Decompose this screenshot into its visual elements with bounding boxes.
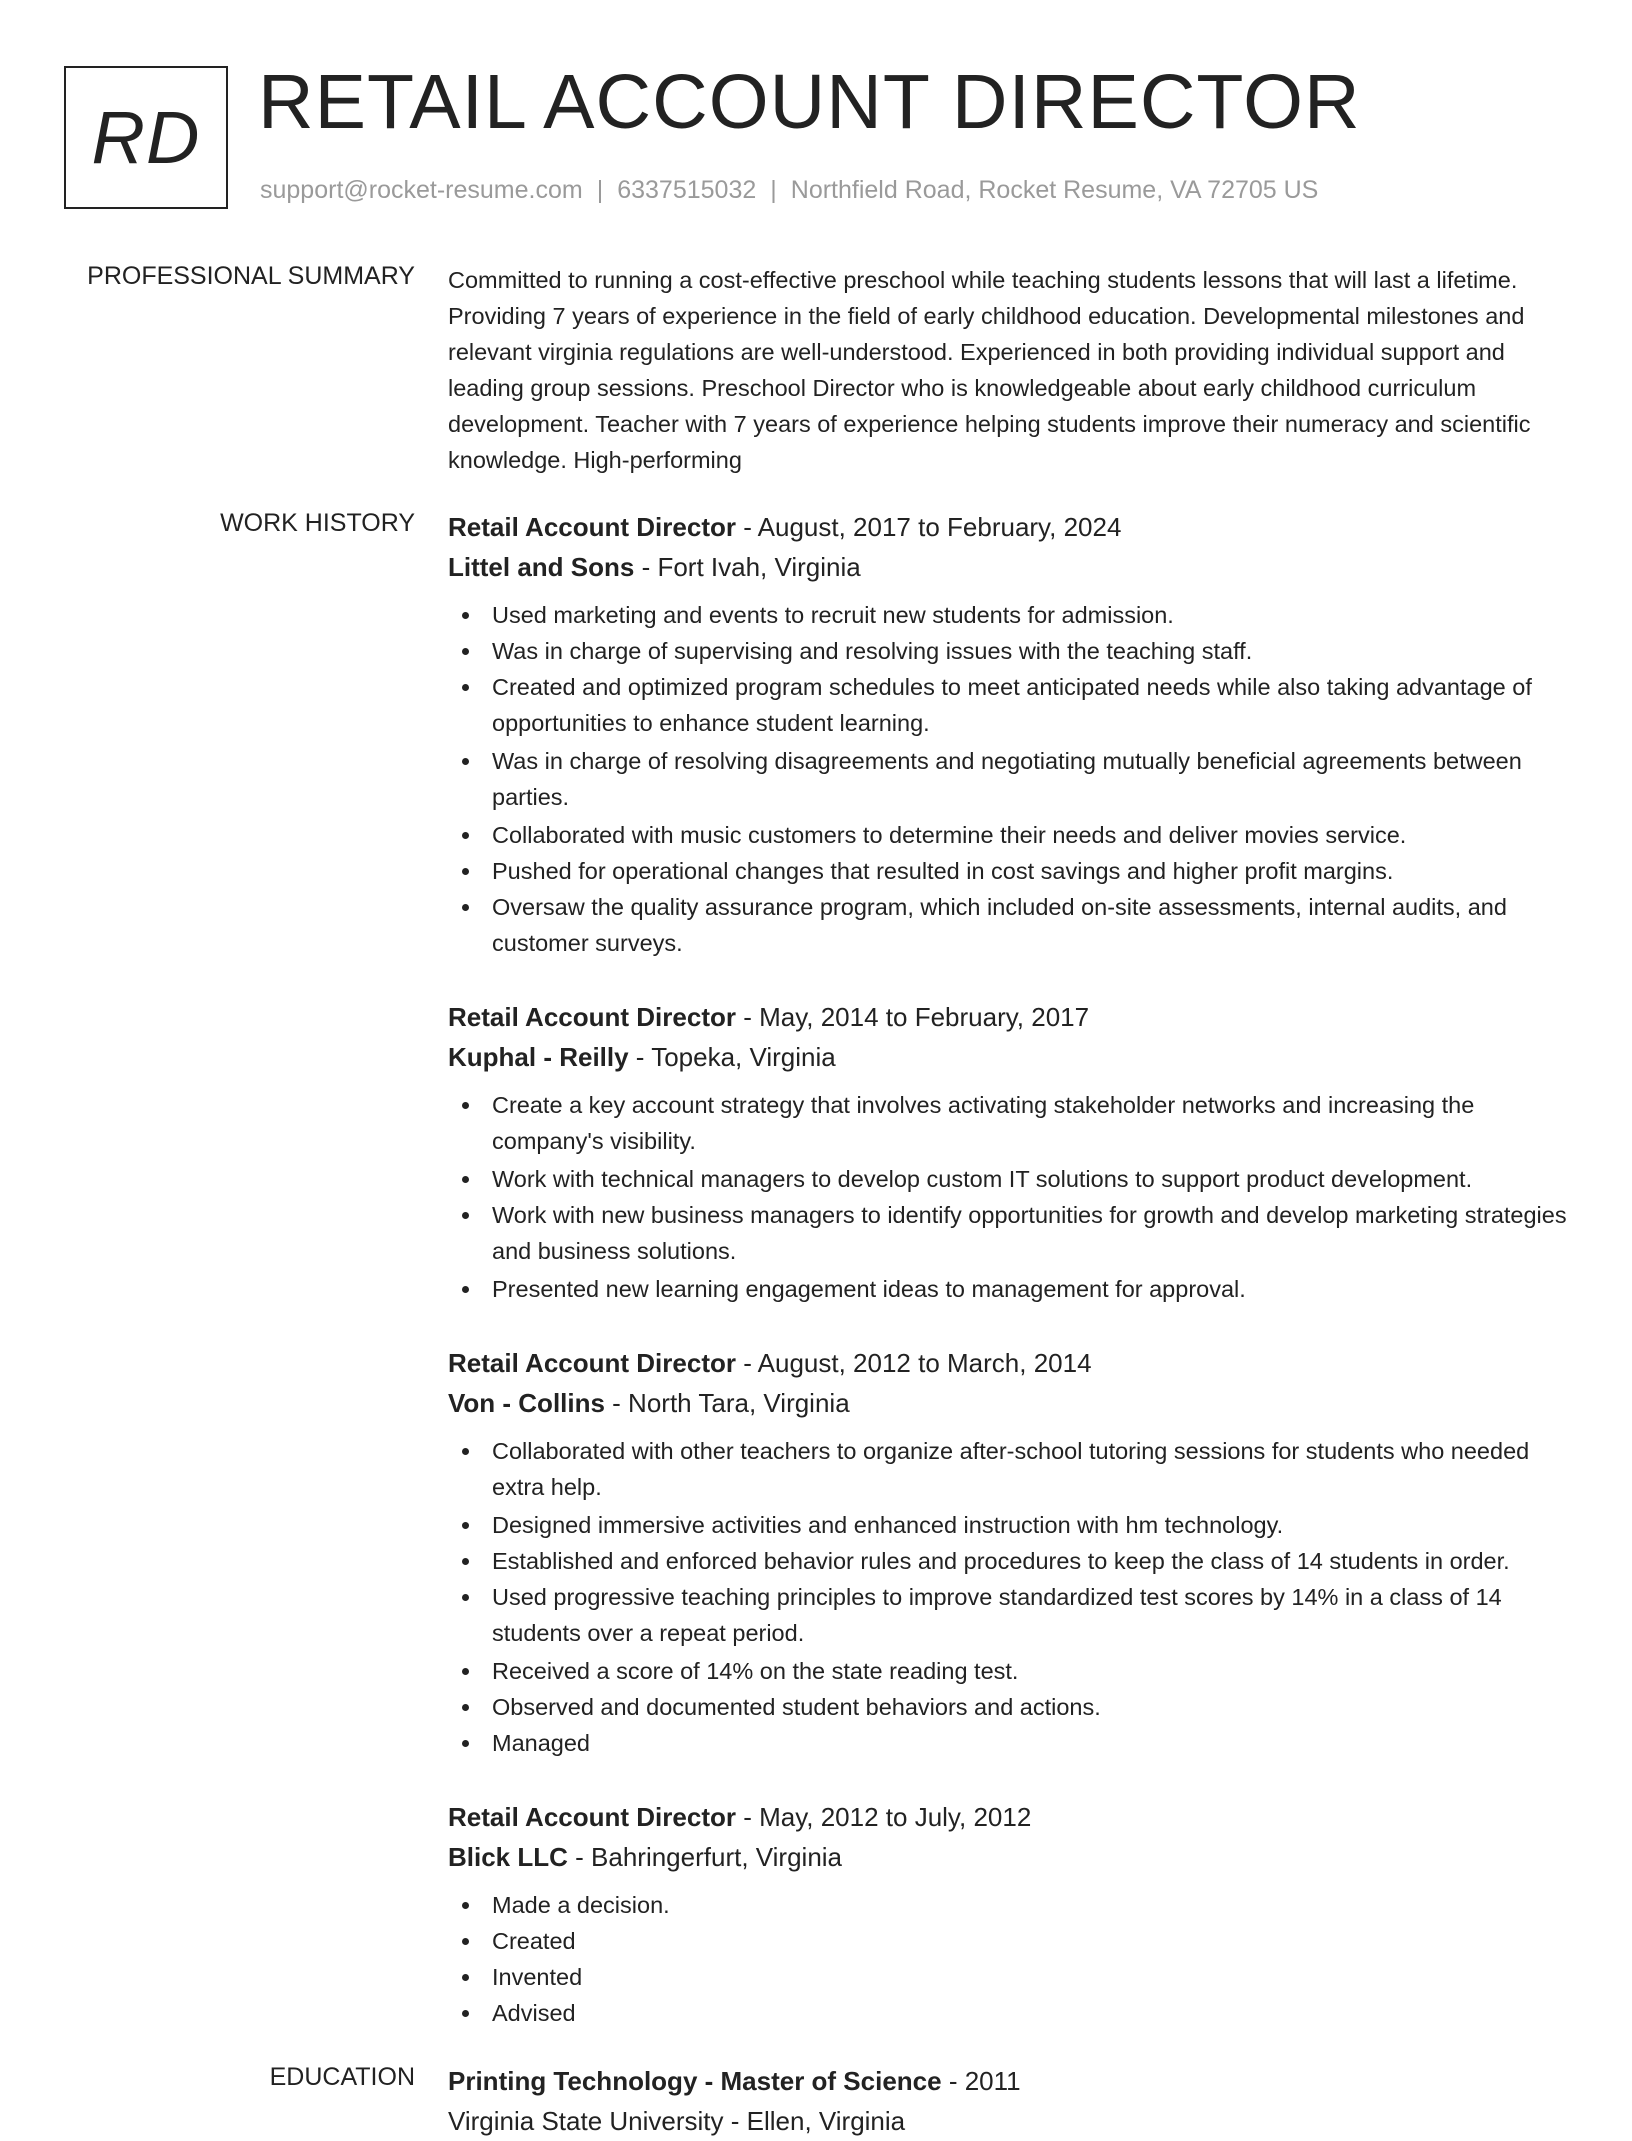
- job-bullet: Work with technical managers to develop custom IT solutions to support product development.: [448, 1161, 1570, 1197]
- job-bullet: Created: [448, 1923, 1570, 1959]
- job-company: Littel and Sons: [448, 552, 635, 582]
- job-bullet: Was in charge of resolving disagreements and negotiating mutually beneficial agreements between parties.: [448, 743, 1570, 815]
- contact-address: Northfield Road, Rocket Resume, VA 72705 US: [790, 176, 1319, 204]
- job-entry: [448, 1343, 1570, 1761]
- job-bullet: Observed and documented student behaviors and actions.: [448, 1689, 1570, 1725]
- contact-separator: |: [596, 176, 604, 204]
- job-company: Blick LLC: [448, 1842, 568, 1872]
- job-bullet: Oversaw the quality assurance program, which included on-site assessments, internal audits, and customer surveys.: [448, 889, 1570, 961]
- job-bullet: Presented new learning engagement ideas to management for approval.: [448, 1271, 1570, 1307]
- work-history-heading: WORK HISTORY: [220, 509, 415, 537]
- job-title: Retail Account Director: [448, 1348, 736, 1378]
- education-heading: EDUCATION: [269, 2063, 415, 2091]
- job-company-line: [448, 547, 1570, 587]
- job-bullet: Managed: [448, 1725, 1570, 1761]
- job-location: - Fort Ivah, Virginia: [634, 552, 861, 582]
- summary-text: Committed to running a cost-effective preschool while teaching students lessons that will last a lifetime. Providing 7 years of experience in the field of early childhood education. Developmental milestones and relevant virginia regulations are well-understood. Experienced in both providing individual support and leading group sessions. Preschool Director who is knowledgeable about early childhood curriculum development. Teacher with 7 years of experience helping students improve their numeracy and scientific knowledge. High-performing: [448, 267, 1531, 473]
- monogram-box: [64, 66, 228, 209]
- job-bullet: Create a key account strategy that involves activating stakeholder networks and increasing the company's visibility.: [448, 1087, 1570, 1159]
- job-bullet-list: [448, 1887, 1570, 2031]
- job-bullet: Pushed for operational changes that resulted in cost savings and higher profit margins.: [448, 853, 1570, 889]
- contact-line: [260, 176, 1318, 205]
- contact-email: support@rocket-resume.com: [260, 176, 583, 204]
- education-year: - 2011: [941, 2066, 1021, 2096]
- job-title-line: [448, 1343, 1570, 1383]
- education-degree-line: [448, 2061, 1570, 2101]
- job-company: Kuphal - Reilly: [448, 1042, 629, 1072]
- education-school-line: Virginia State University - Ellen, Virginia: [448, 2106, 906, 2136]
- job-bullet: Used marketing and events to recruit new students for admission.: [448, 597, 1570, 633]
- job-title: Retail Account Director: [448, 1802, 736, 1832]
- summary-heading: PROFESSIONAL SUMMARY: [87, 262, 415, 290]
- job-title: Retail Account Director: [448, 512, 736, 542]
- job-dates: - August, 2017 to February, 2024: [735, 512, 1122, 542]
- job-bullet-list: [448, 1087, 1570, 1307]
- job-bullet: Collaborated with other teachers to organize after-school tutoring sessions for students who needed extra help.: [448, 1433, 1570, 1505]
- job-title-line: [448, 997, 1570, 1037]
- contact-separator: |: [770, 176, 777, 204]
- job-company-line: [448, 1037, 1570, 1077]
- job-bullet: Established and enforced behavior rules and procedures to keep the class of 14 students in order.: [448, 1543, 1570, 1579]
- job-bullet: Was in charge of supervising and resolving issues with the teaching staff.: [448, 633, 1570, 669]
- job-title-line: [448, 1797, 1570, 1837]
- job-entry: [448, 997, 1570, 1307]
- work-history-list: [448, 507, 1570, 2067]
- job-bullet: Designed immersive activities and enhanced instruction with hm technology.: [448, 1507, 1570, 1543]
- education-degree: Printing Technology - Master of Science: [448, 2066, 942, 2096]
- job-bullet: Received a score of 14% on the state reading test.: [448, 1653, 1570, 1689]
- job-dates: - August, 2012 to March, 2014: [735, 1348, 1092, 1378]
- job-bullet-list: [448, 597, 1570, 961]
- job-bullet: Advised: [448, 1995, 1570, 2031]
- job-location: - Topeka, Virginia: [628, 1042, 836, 1072]
- job-dates: - May, 2012 to July, 2012: [735, 1802, 1032, 1832]
- job-bullet: Collaborated with music customers to determine their needs and deliver movies service.: [448, 817, 1570, 853]
- contact-phone: 6337515032: [617, 176, 757, 204]
- monogram-initials: RD: [91, 96, 201, 179]
- education-entry: [448, 2061, 1570, 2141]
- job-bullet: Created and optimized program schedules to meet anticipated needs while also taking advantage of opportunities to enhance student learning.: [448, 669, 1570, 741]
- job-entry: [448, 507, 1570, 961]
- job-company-line: [448, 1837, 1570, 1877]
- job-bullet: Invented: [448, 1959, 1570, 1995]
- job-title: Retail Account Director: [448, 1002, 736, 1032]
- job-company: Von - Collins: [448, 1388, 605, 1418]
- job-dates: - May, 2014 to February, 2017: [735, 1002, 1090, 1032]
- job-company-line: [448, 1383, 1570, 1423]
- job-location: - Bahringerfurt, Virginia: [567, 1842, 843, 1872]
- resume-title: RETAIL ACCOUNT DIRECTOR: [258, 59, 1361, 145]
- job-bullet: Work with new business managers to identify opportunities for growth and develop marketing strategies and business solutions.: [448, 1197, 1570, 1269]
- job-bullet-list: [448, 1433, 1570, 1761]
- job-bullet: Made a decision.: [448, 1887, 1570, 1923]
- job-title-line: [448, 507, 1570, 547]
- job-location: - North Tara, Virginia: [604, 1388, 850, 1418]
- job-bullet: Used progressive teaching principles to improve standardized test scores by 14% in a class of 14 students over a repeat period.: [448, 1579, 1570, 1651]
- job-entry: [448, 1797, 1570, 2031]
